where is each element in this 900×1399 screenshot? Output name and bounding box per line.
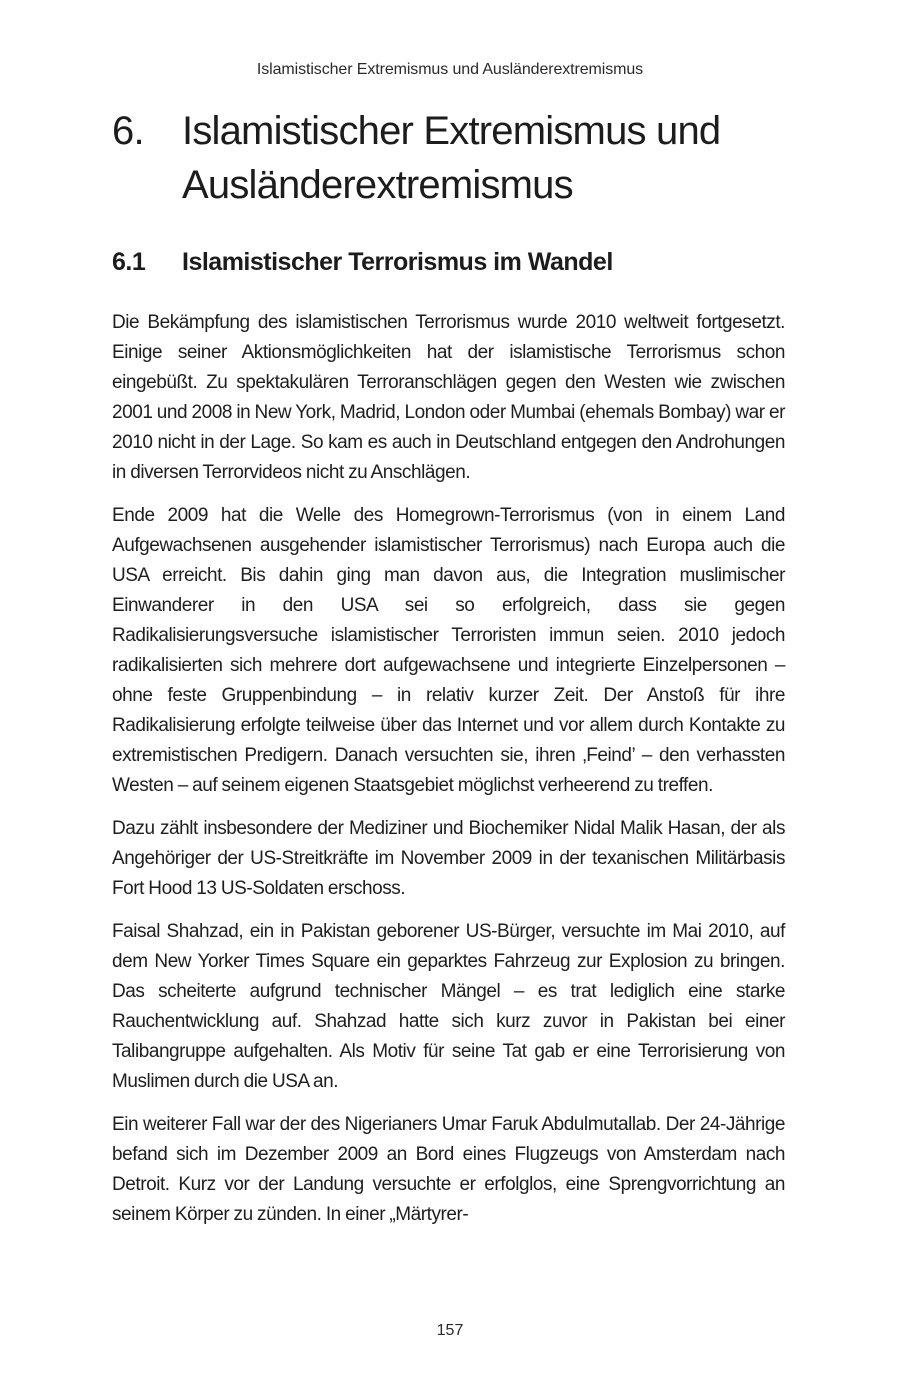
chapter-number: 6. — [112, 109, 144, 153]
body-text — [112, 308, 785, 1243]
chapter-heading — [112, 104, 792, 212]
section-number: 6.1 — [112, 248, 146, 276]
paragraph: Dazu zählt insbesondere der Mediziner und Biochemiker Nidal Malik Hasan, der als Angehöriger der US-Streitkräfte im November 2009 in der texanischen Militärbasis Fort Hood 13 US-Soldaten erschoss. — [112, 818, 785, 899]
paragraph: Die Bekämpfung des islamistischen Terrorismus wurde 2010 weltweit fortgesetzt. Einige seiner Aktionsmöglichkeiten hat der islamistische Terrorismus schon eingebüßt. Zu spektakulären Terroranschlägen gegen den Westen wie zwischen 2001 und 2008 in New York, Madrid, London oder Mumbai (ehemals Bombay) war er 2010 nicht in der Lage. So kam es auch in Deutschland entgegen den Androhungen in diversen Terrorvideos nicht zu Anschlägen. — [112, 312, 785, 483]
page-number: 157 — [436, 1322, 464, 1339]
chapter-title: Islamistischer Extremismus und Ausländerextremismus — [182, 109, 721, 207]
running-header: Islamistischer Extremismus und Ausländerextremismus — [256, 61, 644, 78]
section-heading — [112, 245, 792, 279]
section-title: Islamistischer Terrorismus im Wandel — [182, 248, 613, 276]
paragraph: Ein weiterer Fall war der des Nigerianers Umar Faruk Abdulmutallab. Der 24-Jährige befand sich im Dezember 2009 an Bord eines Flugzeugs von Amsterdam nach Detroit. Kurz vor der Landung versuchte er erfolglos, eine Sprengvorrichtung an seinem Körper zu zünden. In einer „Märtyrer- — [112, 1114, 785, 1225]
paragraph: Faisal Shahzad, ein in Pakistan geborener US-Bürger, versuchte im Mai 2010, auf dem New Yorker Times Square ein geparktes Fahrzeug zur Explosion zu bringen. Das scheiterte aufgrund technischer Mängel – es trat lediglich eine starke Rauchentwicklung auf. Shahzad hatte sich kurz zuvor in Pakistan bei einer Talibangruppe aufgehalten. Als Motiv für seine Tat gab er eine Terrorisierung von Muslimen durch die USA an. — [112, 921, 785, 1092]
paragraph: Ende 2009 hat die Welle des Homegrown-Terrorismus (von in einem Land Aufgewachsenen ausgehender islamistischer Terrorismus) nach Europa auch die USA erreicht. Bis dahin ging man davon aus, die Integration muslimischer Einwanderer in den USA sei so erfolgreich, dass sie gegen Radikalisierungsversuche islamistischer Terroristen immun seien. 2010 jedoch radikalisierten sich mehrere dort aufgewachsene und integrierte Einzelpersonen – ohne feste Gruppenbindung – in relativ kurzer Zeit. Der Anstoß für ihre Radikalisierung erfolgte teilweise über das Internet und vor allem durch Kontakte zu extremistischen Predigern. Danach versuchten sie, ihren ‚Feind’ – den verhassten Westen – auf seinem eigenen Staatsgebiet möglichst verheerend zu treffen. — [112, 505, 785, 796]
